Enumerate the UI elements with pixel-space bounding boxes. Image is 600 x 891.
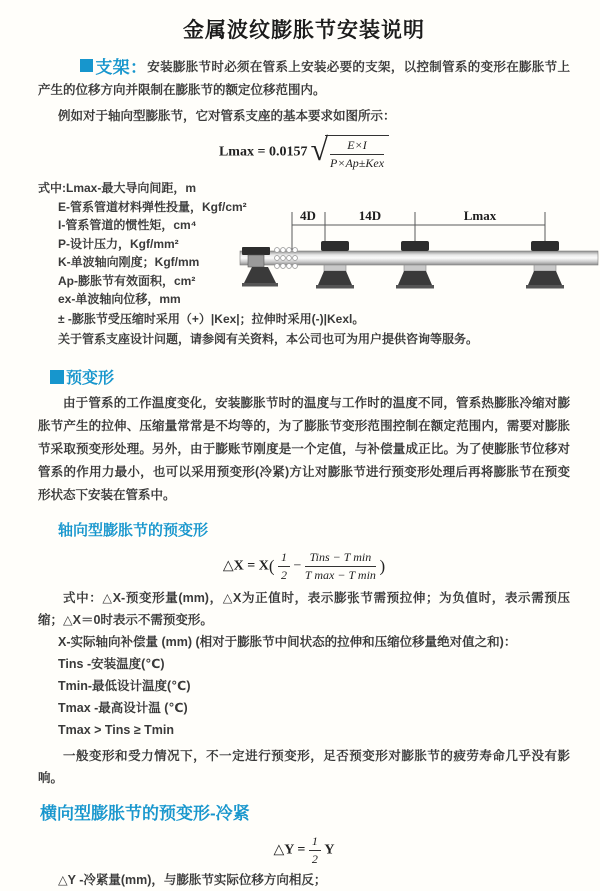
minus-operator: −	[293, 558, 302, 574]
support-heading: 支架：	[95, 58, 148, 77]
predeform-paragraph: 由于管系的工作温度变化，安装膨胀节时的温度与工作时的温度不同，管系热膨胀冷缩对膨胀节产生的拉伸、压缩量常常是不均等的，为了膨胀节变形范围控制在额定范围内，需要对膨胀节采取预变形处理。另外，由于膨账节刚度是一个定值，与补偿量成正比。为了使膨胀节位移对管系的作用力最小，也可以采用预变形(冷紧)方让对膨胀节进行预变形处理后再将膨胀节在预变形状态下安装在管系中。	[38, 395, 570, 502]
formula-lhs: Lmax = 0.0157	[218, 144, 308, 160]
half-denominator: 2	[311, 851, 318, 866]
definition-line: I-管系管道的惯性矩，cm⁴	[58, 218, 197, 232]
predeform-heading-text: 预变形	[66, 369, 115, 387]
half-denominator: 2	[281, 567, 288, 582]
lateral-formula-rhs: Y	[324, 842, 335, 858]
predeform-section-heading	[50, 365, 570, 388]
support-example-line: 例如对于轴向型膨胀节，它对管系支座的基本要求如图所示：	[58, 109, 396, 123]
sqrt-symbol: √	[310, 131, 329, 167]
temp-denominator: T max − T min	[304, 567, 376, 582]
plusminus-note: ± -膨胀节受压缩时采用（+）|Kex|；拉伸时采用(-)|Kexl。	[58, 311, 365, 326]
support-lead-paragraph	[38, 56, 570, 101]
temp-numerator: Tins − T min	[305, 550, 376, 567]
temp-definition-line: Tmin-最低设计温度(℃)	[58, 678, 191, 693]
definition-line: 式中:Lmax-最大导向间距，m	[38, 181, 197, 195]
temp-inequality-line: Tmax > Tins ≥ Tmin	[58, 722, 175, 737]
x-definition-line: X-实际轴向补偿量 (mm) (相对于膨胀节中间状态的拉伸和压缩位移量绝对值之和)：	[58, 634, 517, 649]
document-content	[0, 14, 600, 891]
temp-fraction	[305, 550, 376, 583]
definition-line: ex-单波轴向位移，mm	[58, 292, 181, 306]
definition-line: P-设计压力，Kgf/mm²	[58, 236, 179, 251]
lateral-formula-lhs: △Y =	[273, 842, 306, 858]
guide-spacing-formula	[38, 131, 570, 171]
support-lead-text: 安装膨胀节时必须在管系上安装必要的支架，以控制管系的变形在膨胀节上产生的位移方向并限制在膨胀节的额定位移范围内。	[38, 60, 570, 97]
fraction-denominator: P×Ap±Kex	[330, 155, 385, 170]
axial-note-line: 一般变形和受力情况下，不一定进行预变形，足否预变形对膨胀节的疲劳寿命几乎没有影响。	[38, 748, 570, 785]
definitions-and-diagram	[38, 179, 570, 309]
definition-line: K-单波轴向刚度；Kgf/mm	[58, 255, 200, 269]
close-paren: )	[379, 556, 386, 575]
half-numerator: 1	[278, 550, 290, 567]
formula-radicand	[325, 135, 389, 171]
temp-definition-line: Tmax -最高设计温 (℃)	[58, 700, 188, 715]
blue-square-icon	[80, 59, 93, 72]
half-fraction	[278, 550, 290, 583]
definition-line: Ap-膨胀节有效面积，cm²	[58, 273, 196, 288]
dim-label-4d: 4D	[300, 208, 316, 223]
document-page	[0, 14, 600, 887]
fraction-numerator: E×I	[330, 138, 384, 155]
axial-formula-lhs: △X = X	[222, 558, 269, 574]
y-definition-line: △Y -冷紧量(mm)，与膨胀节实际位移方向相反；	[58, 872, 327, 887]
dim-label-lmax: Lmax	[463, 208, 497, 223]
formula-fraction	[330, 138, 384, 171]
page-title: 金属波纹膨胀节安装说明	[183, 19, 425, 42]
half-fraction	[309, 834, 321, 867]
axial-explain-paragraph: 式中：△X-预变形量(mm)，△X为正值时，表示膨张节需预拉伸；为负值时，表示需预压缩；△X＝0时表示不需预变形。	[38, 590, 570, 627]
lateral-sub-heading: 横向型膨胀节的预变形-冷紧	[40, 803, 250, 823]
consult-note: 关于管系支座设计问题，请参阅有关资料，本公司也可为用户提供咨询等服务。	[58, 331, 479, 346]
lateral-coldtight-formula	[38, 834, 570, 867]
pipe-support-diagram	[240, 205, 598, 301]
temp-definition-line: Tins -安装温度(℃)	[58, 656, 165, 671]
definition-line: E-管系管道材料弹性投量，Kgf/cm²	[58, 199, 247, 214]
open-paren: (	[268, 556, 275, 575]
blue-square-icon	[50, 370, 64, 384]
half-numerator: 1	[309, 834, 321, 851]
axial-predeform-formula	[38, 550, 570, 583]
dim-label-14d: 14D	[358, 208, 382, 223]
axial-sub-heading: 轴向型膨胀节的预变形	[58, 521, 209, 539]
